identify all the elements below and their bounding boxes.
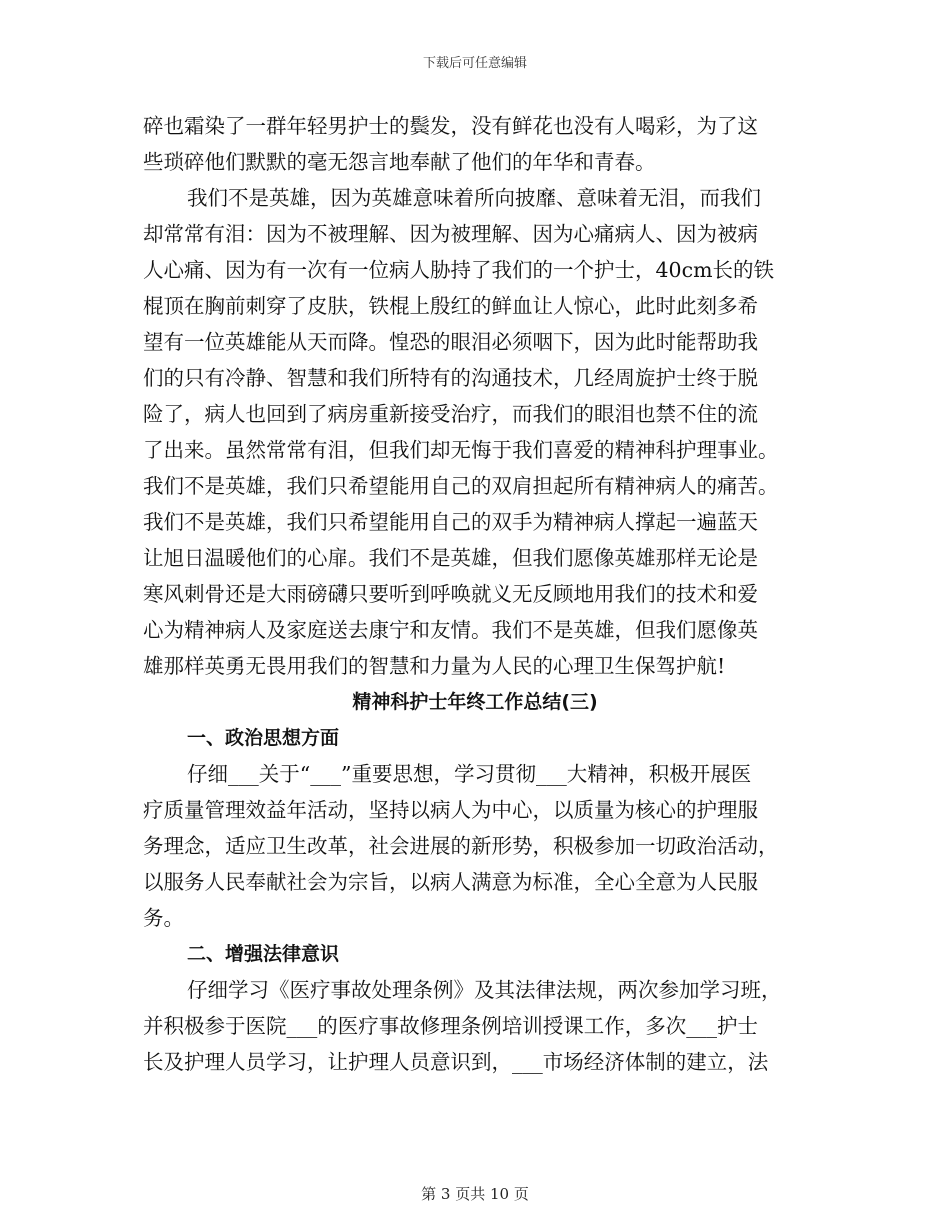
body-line: 雄那样英勇无畏用我们的智慧和力量为人民的心理卫生保驾护航! [143,654,726,678]
body-line: 务理念，适应卫生改革，社会进展的新形势，积极参加一切政治活动， [143,834,779,858]
page-number: 第 3 页共 10 页 [421,1185,529,1203]
body-line: 们的只有冷静、智慧和我们所特有的沟通技术，几经周旋护士终于脱 [143,366,758,390]
body-line: 我们不是英雄，我们只希望能用自己的双肩担起所有精神病人的痛苦。 [143,474,779,498]
body-line: 务。 [143,906,184,930]
body-line: 望有一位英雄能从天而降。惶恐的眼泪必须咽下，因为此时能帮助我 [143,330,758,354]
body-line: 寒风刺骨还是大雨磅礴只要听到呼唤就义无反顾地用我们的技术和爱 [143,582,758,606]
section-title: 精神科护士年终工作总结(三) [352,691,598,713]
body-line: 让旭日温暖他们的心扉。我们不是英雄，但我们愿像英雄那样无论是 [143,546,758,570]
body-line: 棍顶在胸前刺穿了皮肤，铁棍上殷红的鲜血让人惊心，此时此刻多希 [143,294,758,318]
body-line: 些琐碎他们默默的毫无怨言地奉献了他们的年华和青春。 [143,150,656,174]
body-line: 了出来。虽然常常有泪，但我们却无悔于我们喜爱的精神科护理事业。 [143,438,779,462]
body-line: 碎也霜染了一群年轻男护士的鬓发，没有鲜花也没有人喝彩，为了这 [143,114,758,138]
body-line: 心为精神病人及家庭送去康宁和友情。我们不是英雄，但我们愿像英 [143,618,758,642]
body-line: 疗质量管理效益年活动，坚持以病人为中心，以质量为核心的护理服 [143,798,758,822]
body-line: 长及护理人员学习，让护理人员意识到，___市场经济体制的建立，法 [143,1050,769,1074]
body-line: 人心痛、因为有一次有一位病人胁持了我们的一个护士，40cm长的铁 [143,258,775,282]
heading-legal-awareness: 二、增强法律意识 [187,943,340,965]
body-line: 以服务人民奉献社会为宗旨，以病人满意为标准，全心全意为人民服 [143,870,758,894]
body-line: 险了，病人也回到了病房重新接受治疗，而我们的眼泪也禁不住的流 [143,402,758,426]
document-body [143,108,807,1080]
body-line: 并积极参于医院___的医疗事故修理条例培训授课工作，多次___护士 [143,1014,758,1038]
body-line: 我们不是英雄，我们只希望能用自己的双手为精神病人撑起一遍蓝天 [143,510,758,534]
heading-political-thought: 一、政治思想方面 [187,727,340,749]
body-line: 却常常有泪：因为不被理解、因为被理解、因为心痛病人、因为被病 [143,222,758,246]
body-line: 我们不是英雄，因为英雄意味着所向披靡、意味着无泪，而我们 [187,186,761,210]
body-line: 仔细学习《医疗事故处理条例》及其法律法规，两次参加学习班， [187,978,782,1002]
body-line: 仔细___关于“___”重要思想，学习贯彻___大精神，积极开展医 [187,762,752,786]
download-edit-note: 下载后可任意编辑 [422,56,527,71]
